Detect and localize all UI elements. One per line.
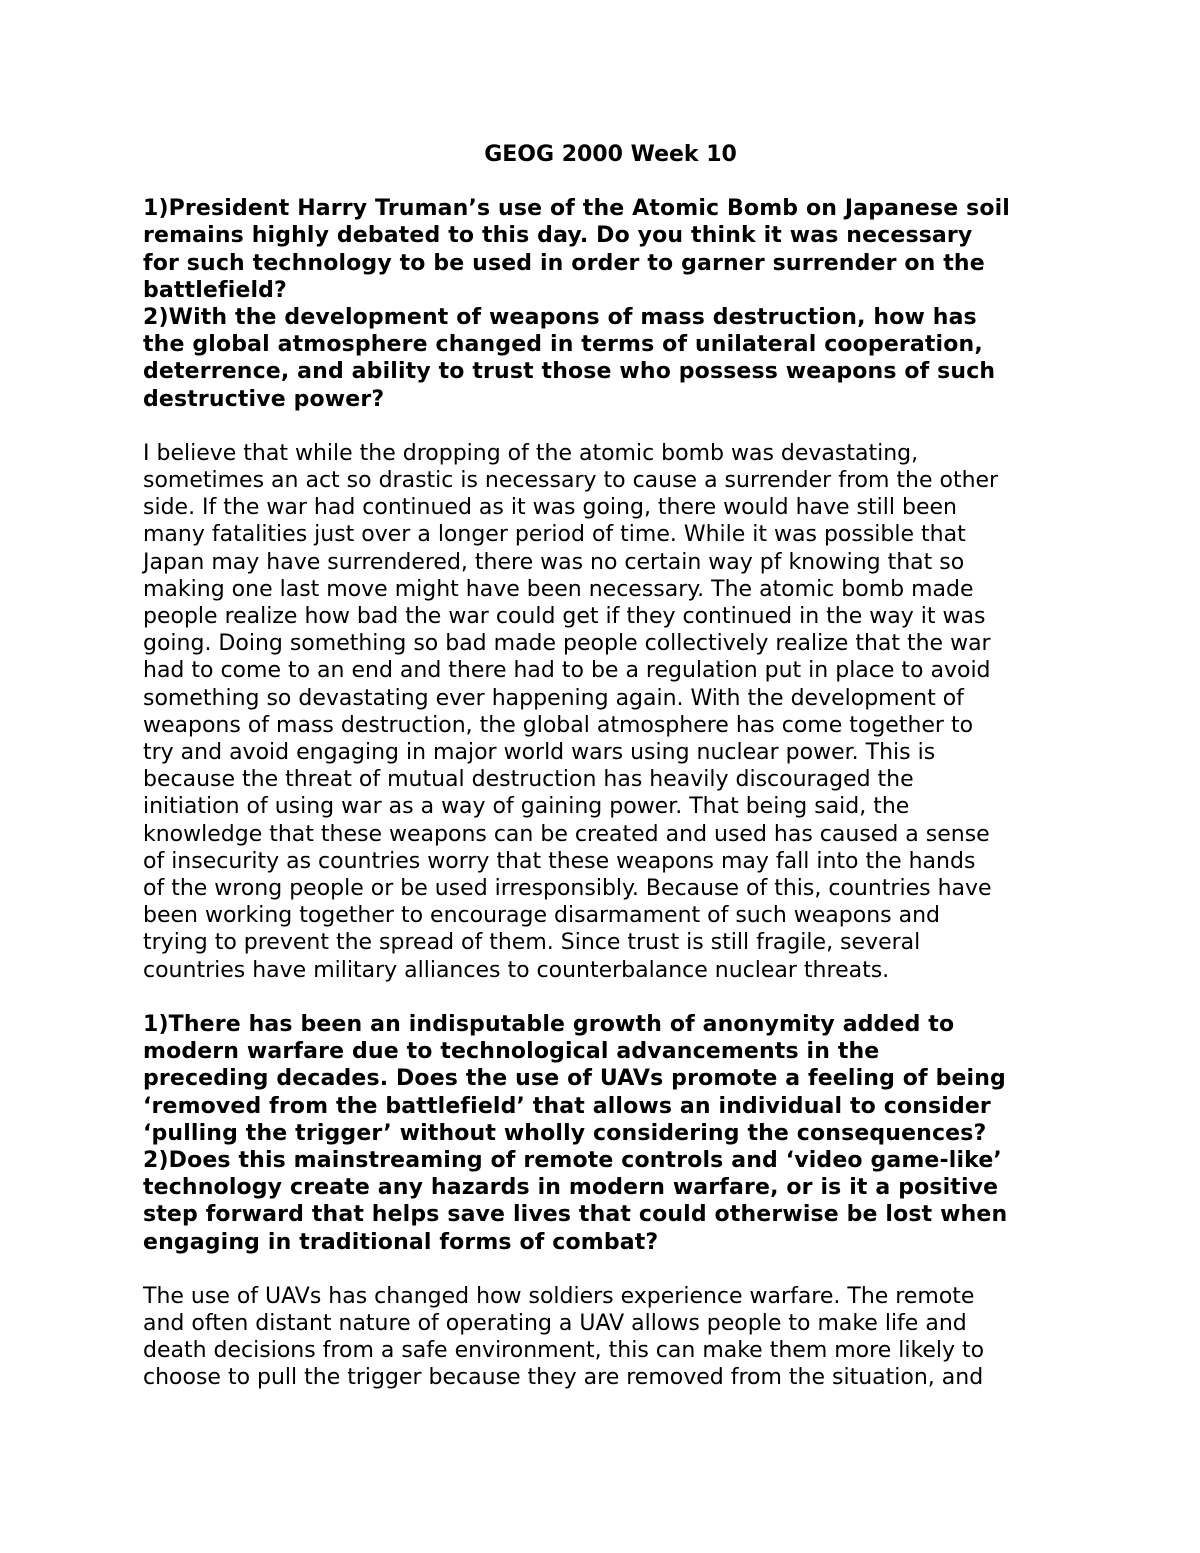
question-line: technology create any hazards in modern warfare, or is it a positive xyxy=(143,1175,999,1201)
question-line: 2)Does this mainstreaming of remote controls and ‘video game-like’ xyxy=(143,1147,1002,1173)
answer-line: death decisions from a safe environment, this can make them more likely to xyxy=(143,1338,985,1364)
question-line: destructive power? xyxy=(143,386,385,412)
section2-questions xyxy=(143,1011,1068,1256)
question-line: ‘pulling the trigger’ without wholly considering the consequences? xyxy=(143,1120,987,1146)
document-title: GEOG 2000 Week 10 xyxy=(484,142,737,167)
question-line: ‘removed from the battlefield’ that allows an individual to consider xyxy=(143,1093,991,1119)
answer-line: of insecurity as countries worry that these weapons may fall into the hands xyxy=(143,848,976,874)
answer-line: had to come to an end and there had to be a regulation put in place to avoid xyxy=(143,658,991,684)
question-line: battlefield? xyxy=(143,277,287,303)
section2-answer xyxy=(143,1283,1068,1392)
paragraph-gap xyxy=(143,413,1068,440)
question-line: the global atmosphere changed in terms of unilateral cooperation, xyxy=(143,332,983,358)
paragraph-gap xyxy=(143,1256,1068,1283)
question-line: deterrence, and ability to trust those who possess weapons of such xyxy=(143,359,996,385)
answer-line: countries have military alliances to counterbalance nuclear threats. xyxy=(143,957,890,983)
question-line: preceding decades. Does the use of UAVs promote a feeling of being xyxy=(143,1066,1006,1092)
answer-line: something so devastating ever happening again. With the development of xyxy=(143,685,964,711)
answer-line: and often distant nature of operating a UAV allows people to make life and xyxy=(143,1310,967,1336)
answer-line: sometimes an act so drastic is necessary to cause a surrender from the other xyxy=(143,468,999,494)
answer-line: making one last move might have been necessary. The atomic bomb made xyxy=(143,576,974,602)
answer-line: initiation of using war as a way of gaining power. That being said, the xyxy=(143,794,910,820)
question-line: engaging in traditional forms of combat? xyxy=(143,1229,659,1255)
document-body xyxy=(143,141,1068,1392)
question-line: 2)With the development of weapons of mass destruction, how has xyxy=(143,305,977,331)
question-line: 1)President Harry Truman’s use of the Atomic Bomb on Japanese soil xyxy=(143,196,1010,222)
answer-line: Japan may have surrendered, there was no certain way pf knowing that so xyxy=(143,549,965,575)
question-line: modern warfare due to technological advancements in the xyxy=(143,1039,880,1065)
section1-questions xyxy=(143,195,1068,413)
question-line: 1)There has been an indisputable growth of anonymity added to xyxy=(143,1011,955,1037)
answer-line: been working together to encourage disarmament of such weapons and xyxy=(143,903,941,929)
answer-line: try and avoid engaging in major world wars using nuclear power. This is xyxy=(143,740,936,766)
answer-line: of the wrong people or be used irresponsibly. Because of this, countries have xyxy=(143,876,992,902)
paragraph-gap xyxy=(143,984,1068,1011)
answer-line: choose to pull the trigger because they are removed from the situation, and xyxy=(143,1365,984,1391)
answer-line: many fatalities just over a longer period of time. While it was possible that xyxy=(143,522,966,548)
answer-line: The use of UAVs has changed how soldiers experience warfare. The remote xyxy=(143,1283,975,1309)
answer-line: because the threat of mutual destruction has heavily discouraged the xyxy=(143,767,914,793)
answer-line: going. Doing something so bad made people collectively realize that the war xyxy=(143,631,991,657)
answer-line: weapons of mass destruction, the global atmosphere has come together to xyxy=(143,712,974,738)
answer-line: trying to prevent the spread of them. Since trust is still fragile, several xyxy=(143,930,921,956)
question-line: for such technology to be used in order to garner surrender on the xyxy=(143,250,985,276)
question-line: remains highly debated to this day. Do you think it was necessary xyxy=(143,223,973,249)
answer-line: people realize how bad the war could get if they continued in the way it was xyxy=(143,604,986,630)
answer-line: I believe that while the dropping of the atomic bomb was devastating, xyxy=(143,440,919,466)
answer-line: side. If the war had continued as it was going, there would have still been xyxy=(143,495,957,521)
question-line: step forward that helps save lives that could otherwise be lost when xyxy=(143,1202,1008,1228)
section1-answer xyxy=(143,440,1068,984)
answer-line: knowledge that these weapons can be created and used has caused a sense xyxy=(143,821,990,847)
